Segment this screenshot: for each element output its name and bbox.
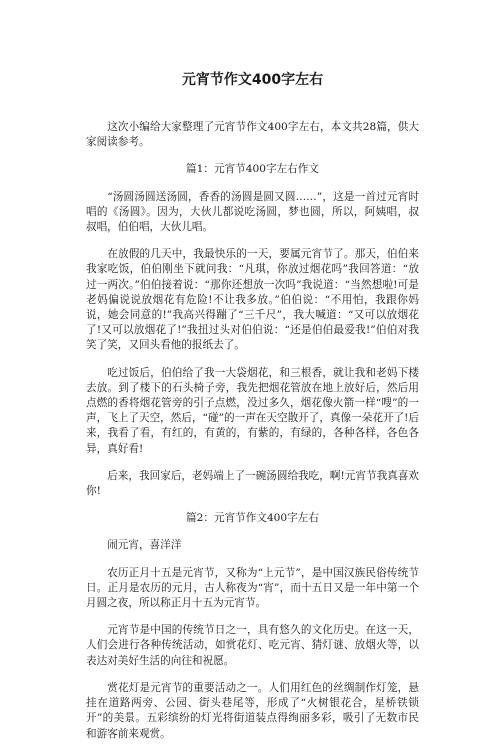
section-1-paragraph-1: “汤圆汤圆送汤圆，香香的汤圆是圆又圆……”，这是一首过元宵时唱的《汤圆》。因为，大伙儿都说吃汤圆，梦也圆，所以，阿姨唱，叔叔唱，伯伯唱，大伙儿唱。 [86, 190, 419, 234]
section-heading-1: 篇1：元宵节400字左右作文 [186, 163, 319, 176]
section-1-paragraph-4: 后来，我回家后，老妈端上了一碗汤圆给我吃，啊!元宵节我真喜欢你! [86, 469, 419, 498]
section-2-paragraph-1: 闹元宵，喜洋洋 [107, 539, 182, 552]
intro-paragraph: 这次小编给大家整理了元宵节作文400字左右，本文共28篇，供大家阅读参考。 [86, 121, 419, 149]
document-body [86, 120, 419, 754]
document-title: 元宵节作文400字左右 [181, 72, 324, 88]
section-heading-2: 篇2：元宵节作文400字左右 [186, 512, 319, 525]
section-2-paragraph-3: 元宵节是中国的传统节日之一，具有悠久的文化历史。在这一天，人们会进行各种传统活动，如赏花灯、吃元宵、猜灯谜、放烟火等，以表达对美好生活的向往和祝愿。 [86, 624, 419, 667]
section-1-paragraph-3: 吃过饭后，伯伯给了我一大袋烟花，和三根香，就让我和老妈下楼去放。到了楼下的石头椅子旁，我先把烟花管放在地上放好后，然后用点燃的香将烟花管旁的引子点燃，没过多久，烟花像火箭一样“嗖”的一声，飞上了天空，然后，“碰”的一声在天空散开了，真像一朵花开了!后来，我看了看，有红的，有黄的，有紫的，有绿的，各种各样，各色各异，真好看! [86, 366, 419, 455]
section-1-paragraph-2: 在放假的几天中，我最快乐的一天，要属元宵节了。那天，伯伯来我家吃饭，伯伯刚坐下就问我：“凡琪，你放过烟花吗”我回答道：“放过一两次。”伯伯接着说：“那你还想放一次吗”我说道：“当然想啦!可是老妈偏说说放烟花有危险!不让我多放。”伯伯说：“不用怕，我跟你妈说，她会同意的!”我高兴得蹦了“三千尺”，我大喊道：“又可以放烟花了!又可以放烟花了!”我扭过头对伯伯说：“还是伯伯最爱我!”伯伯对我笑了笑，又回头看他的报纸去了。 [86, 248, 419, 352]
section-2-paragraph-4: 赏花灯是元宵节的重要活动之一。人们用红色的丝绸制作灯笼，悬挂在道路两旁、公园、街头巷尾等，形成了“火树银花合，星桥铁锁开”的美景。五彩缤纷的灯光将街道装点得绚丽多彩，吸引了无数市民和游客前来观赏。 [86, 681, 419, 740]
section-2-paragraph-2: 农历正月十五是元宵节，又称为“上元节”，是中国汉族民俗传统节日。正月是农历的元月，古人称夜为“宵”，而十五日又是一年中第一个月圆之夜，所以称正月十五为元宵节。 [86, 566, 419, 610]
